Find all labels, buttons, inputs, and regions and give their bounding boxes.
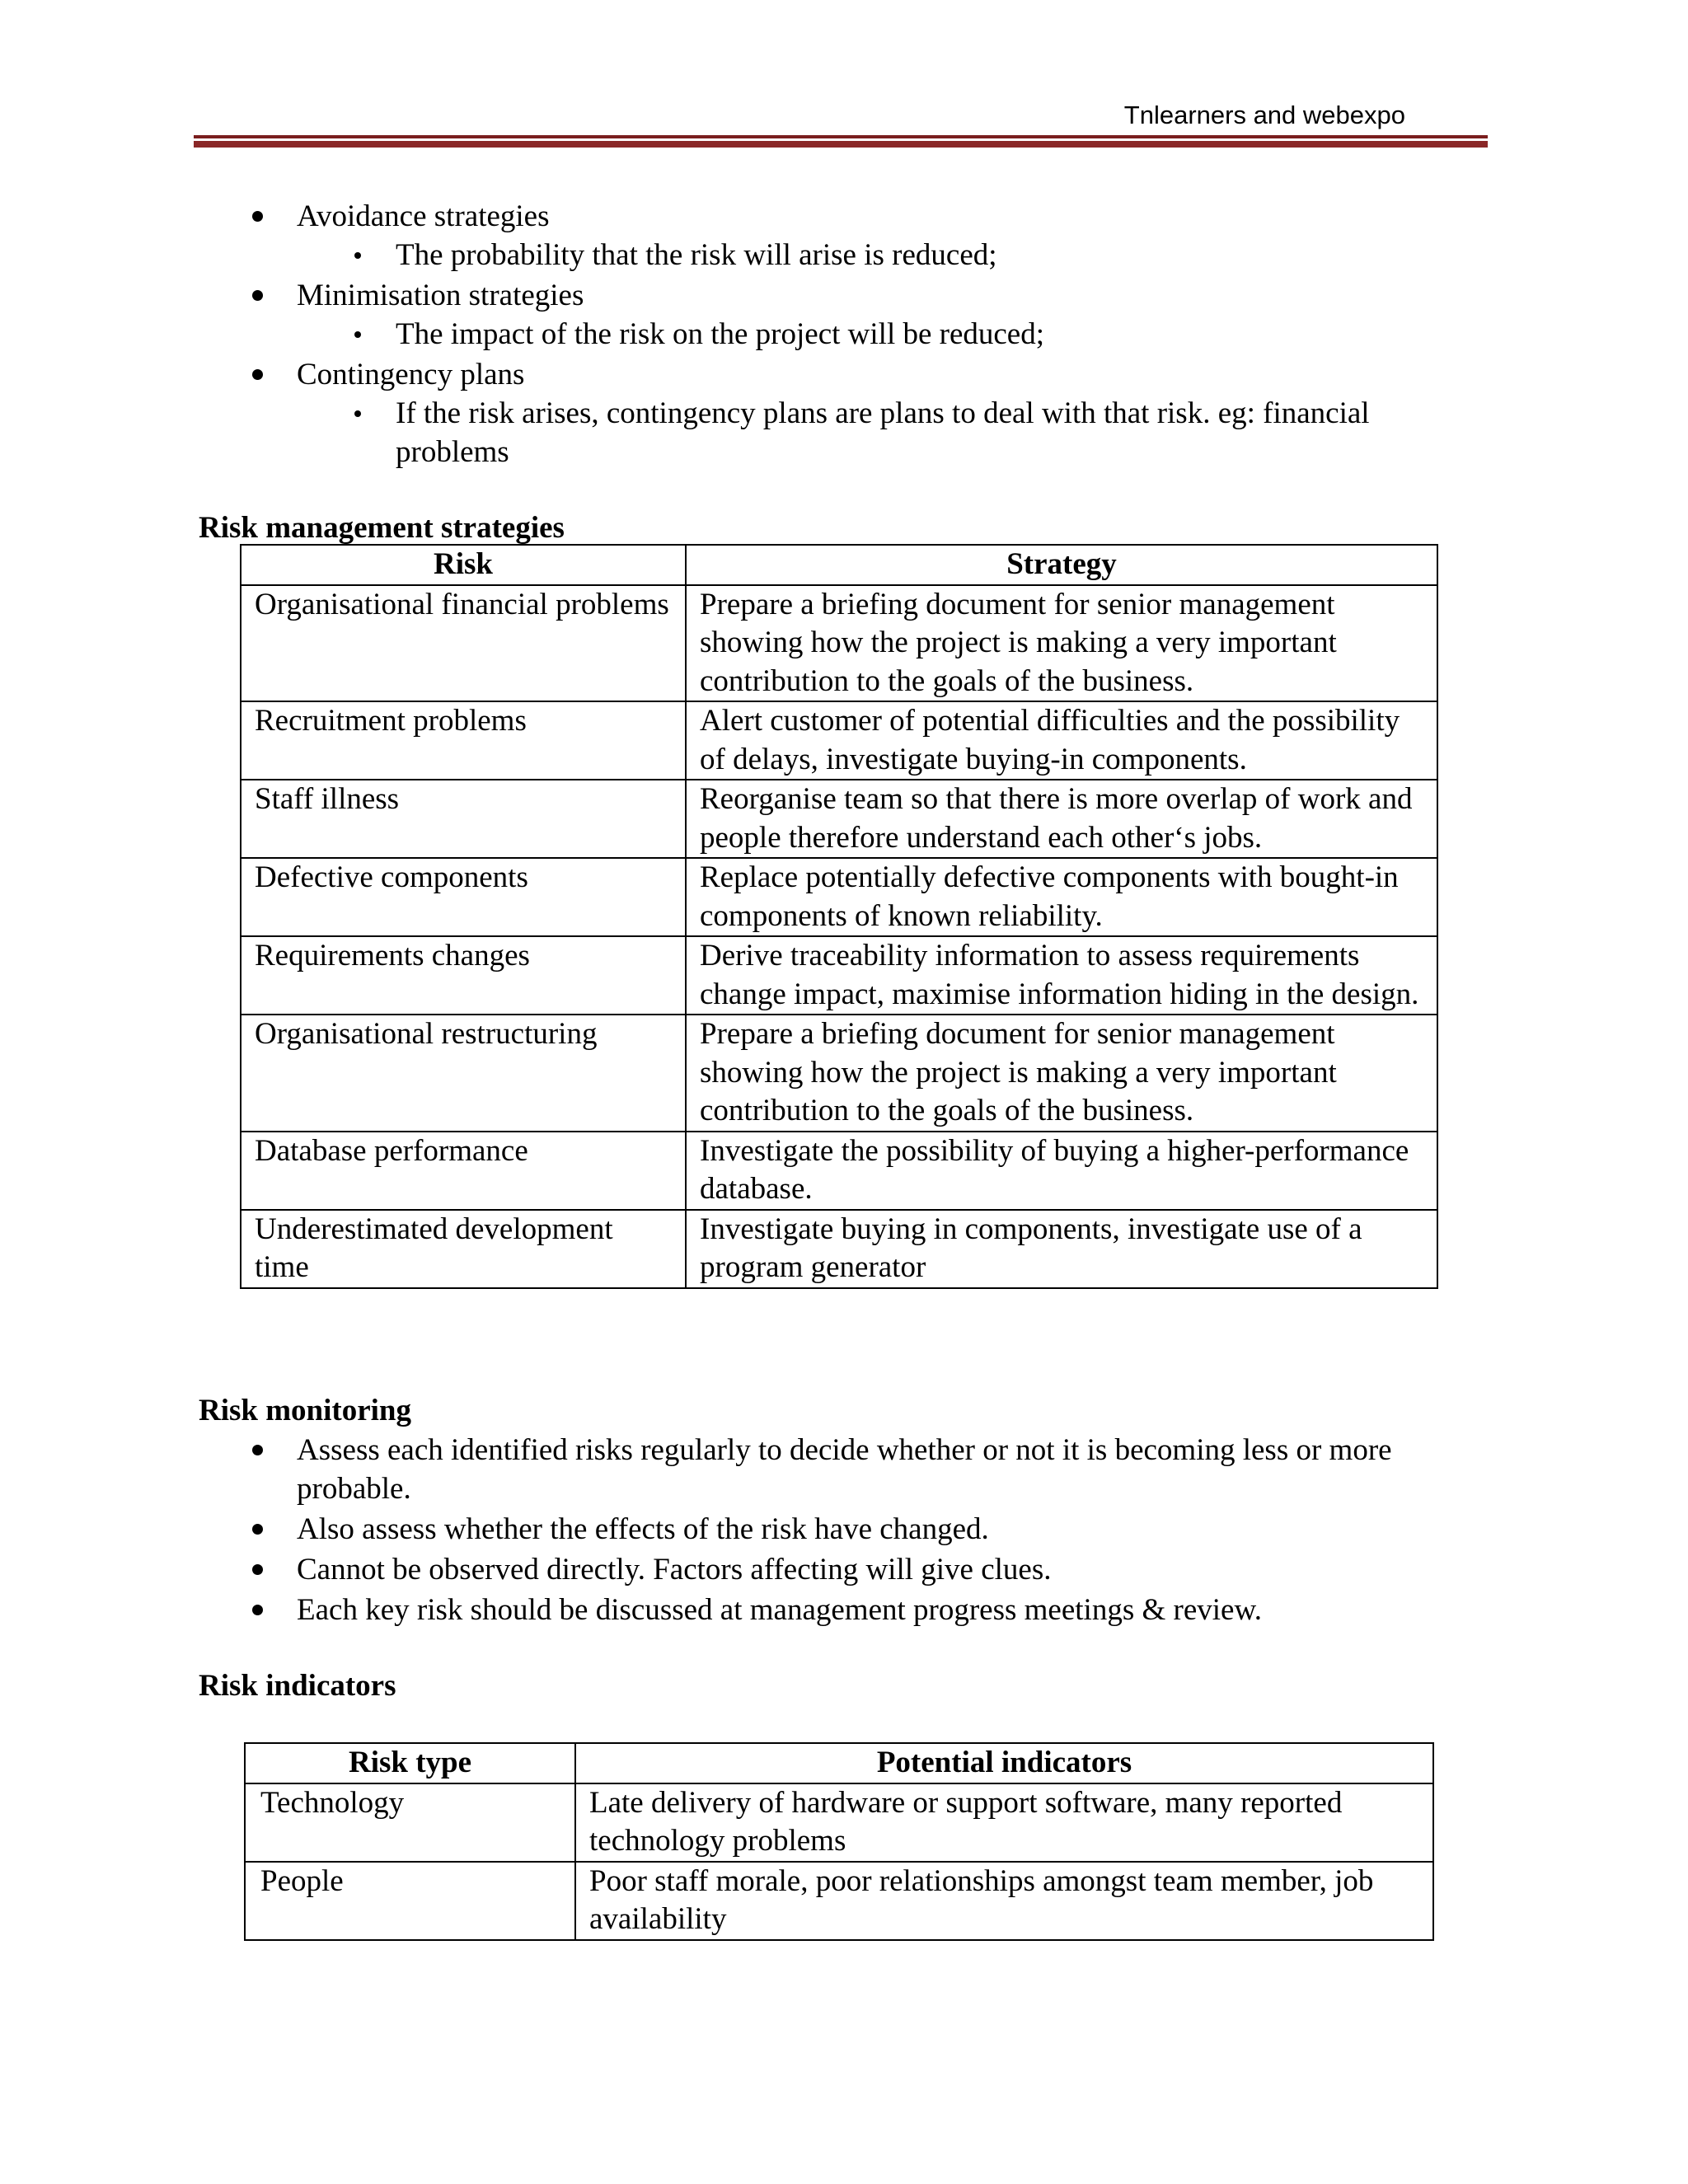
table-row (241, 1210, 1437, 1288)
column-header-potential-indicators: Potential indicators (575, 1743, 1433, 1783)
section-heading-risk-monitoring: Risk monitoring (199, 1394, 412, 1427)
list-item-label: Avoidance strategies (297, 199, 550, 233)
list-item (297, 1591, 1517, 1629)
list-item-label: Contingency plans (297, 358, 525, 391)
indicators-cell: Poor staff morale, poor relationships amongst team member, job availability (575, 1862, 1433, 1940)
strategy-cell: Prepare a briefing document for senior management showing how the project is making a very important contribution to the goals of the business. (686, 1015, 1437, 1132)
bullet-icon (354, 252, 361, 259)
section-heading-risk-indicators: Risk indicators (199, 1669, 396, 1703)
bullet-icon (252, 1445, 263, 1455)
list-item (297, 355, 1517, 394)
table-row (241, 780, 1437, 858)
table-row (245, 1783, 1433, 1862)
risk-indicators-table (244, 1742, 1434, 1941)
risk-cell: Underestimated development time (241, 1210, 686, 1288)
risk-cell: Defective components (241, 858, 686, 936)
list-item-label: Minimisation strategies (297, 279, 584, 312)
strategy-cell: Reorganise team so that there is more overlap of work and people therefore understand each other‘s jobs. (686, 780, 1437, 858)
column-header-strategy: Strategy (686, 545, 1437, 585)
sub-list-item (396, 315, 1467, 354)
sub-list-item (396, 236, 1467, 274)
list-item (297, 197, 1517, 236)
bullet-icon (354, 331, 361, 338)
bullet-icon (252, 1605, 263, 1615)
table-header-row (245, 1743, 1433, 1783)
strategy-cell: Alert customer of potential difficulties and the possibility of delays, investigate buying-in components. (686, 701, 1437, 780)
table-row (241, 858, 1437, 936)
risk-cell: Staff illness (241, 780, 686, 858)
column-header-risk: Risk (241, 545, 686, 585)
bullet-icon (252, 369, 263, 380)
sub-list-item-text-line1: If the risk arises, contingency plans are plans to deal with that risk. eg: financial (396, 396, 1370, 430)
risk-type-cell: Technology (245, 1783, 575, 1862)
table-row (241, 936, 1437, 1015)
bullet-icon (354, 410, 361, 417)
section-heading-risk-management: Risk management strategies (199, 511, 565, 545)
list-item (297, 276, 1517, 315)
list-item-text-line1: Assess each identified risks regularly to decide whether or not it is becoming less or more (297, 1433, 1392, 1467)
strategy-cell: Investigate the possibility of buying a higher-performance database. (686, 1132, 1437, 1210)
header-rule-thin (194, 135, 1488, 138)
risk-management-table (240, 544, 1438, 1289)
table-row (241, 585, 1437, 702)
table-row (241, 701, 1437, 780)
table-row (245, 1862, 1433, 1940)
list-item-text: Each key risk should be discussed at management progress meetings & review. (297, 1593, 1263, 1627)
risk-cell: Database performance (241, 1132, 686, 1210)
table-row (241, 1132, 1437, 1210)
list-item (297, 1510, 1517, 1549)
sub-list-item-text-line2: problems (396, 435, 509, 469)
sub-list-item (396, 394, 1467, 471)
header-rule (194, 135, 1488, 148)
strategy-cell: Investigate buying in components, investigate use of a program generator (686, 1210, 1437, 1288)
risk-type-cell: People (245, 1862, 575, 1940)
bullet-icon (252, 211, 263, 222)
sub-list-item-text: The impact of the risk on the project will be reduced; (396, 317, 1045, 351)
strategy-cell: Replace potentially defective components with bought-in components of known reliability. (686, 858, 1437, 936)
list-item (297, 1550, 1517, 1589)
bullet-icon (252, 290, 263, 301)
indicators-cell: Late delivery of hardware or support software, many reported technology problems (575, 1783, 1433, 1862)
risk-cell: Organisational financial problems (241, 585, 686, 702)
list-item (297, 1431, 1533, 1508)
page-header-title: Tnlearners and webexpo (1123, 101, 1405, 129)
strategy-cell: Derive traceability information to assess requirements change impact, maximise information hiding in the design. (686, 936, 1437, 1015)
bullet-icon (252, 1564, 263, 1575)
sub-list-item-text: The probability that the risk will arise is reduced; (396, 238, 997, 272)
table-row (241, 1015, 1437, 1132)
header-rule-thick (194, 141, 1488, 148)
risk-cell: Organisational restructuring (241, 1015, 686, 1132)
column-header-risk-type: Risk type (245, 1743, 575, 1783)
list-item-text: Cannot be observed directly. Factors affecting will give clues. (297, 1553, 1052, 1586)
risk-cell: Requirements changes (241, 936, 686, 1015)
table-header-row (241, 545, 1437, 585)
list-item-text-line2: probable. (297, 1472, 411, 1506)
list-item-text: Also assess whether the effects of the risk have changed. (297, 1512, 989, 1546)
strategy-cell: Prepare a briefing document for senior management showing how the project is making a very important contribution to the goals of the business. (686, 585, 1437, 702)
bullet-icon (252, 1524, 263, 1535)
risk-cell: Recruitment problems (241, 701, 686, 780)
